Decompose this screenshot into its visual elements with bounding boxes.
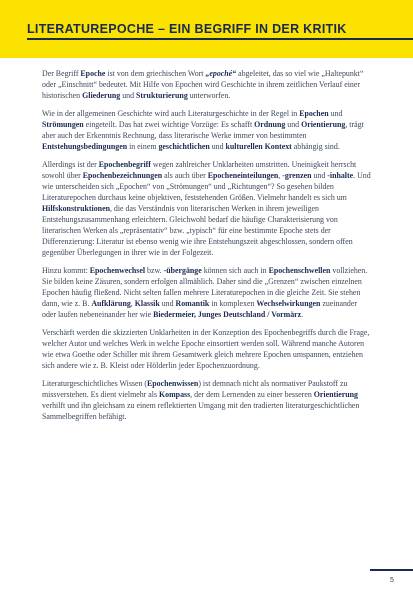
paragraph [42,327,372,371]
page-number: 5 [390,577,394,584]
text-run: eingeteilt. Das hat zwei wichtige Vorzüge: Es schafft [83,120,255,129]
emphasized-term: Epochenwissen [147,379,199,388]
text-run: Hinzu kommt: [42,266,90,275]
text-run: und [285,120,302,129]
text-run: Allerdings ist der [42,160,99,169]
text-run: unterworfen. [187,91,231,100]
text-run: als auch über [162,171,208,180]
text-run: abgeleitet, das so viel wie „Haltepunkt“ oder „Einschnitt“ bedeutet. Mit Hilfe von Epochen wird Geschichte in ihrem zeitlichen Verlauf einer historischen [42,69,364,100]
text-run: ) ist demnach nicht als normativer Paukstoff zu missverstehen. Es dient vielmehr als [42,379,348,399]
body-text [42,68,372,429]
text-run: . [301,310,304,319]
text-run: zueinander oder laufen nebeneinander her wie [42,299,358,319]
text-run: wegen zahlreicher Unklarheiten umstritten. Uneinigkeit herrscht sowohl über [42,160,357,180]
emphasized-term: Epochenbegriff [98,160,151,169]
emphasized-term: Epochen [299,109,329,118]
text-run: , der dem Lernenden zu einer besseren [190,390,314,399]
emphasized-term: Entstehungsbedingungen [42,142,128,151]
emphasized-term: Epocheneinteilungen [207,171,279,180]
text-run: , trägt aber auch der Erkenntnis Rechnung, dass literarische Werke immer von bestimmten [42,120,364,140]
emphasized-term: Strukturierung [136,91,188,100]
page-title: LITERATUREPOCHE – EIN BEGRIFF IN DER KRITIK [27,22,347,36]
text-run: ist von dem griechischen Wort [105,69,206,78]
text-run: , die das Verständnis von literarischen Werken in ihrem jeweiligen Entstehungszusammenhang erleichtern. Gleichwohl bedarf die häufige Charakterisierung von literarischen Werken als „repräsentativ“ bzw. „typisch“ für eine bestimmte Epoche stets der Differenzierung: Literatur ist ebenso wenig wie ihre Entstehungszeit abgeschlossen, sondern offen gegenüber Überlegungen in ihrer wie in der Folgezeit. [42,204,353,257]
header-rule [27,38,413,40]
text-run: in komplexen [209,299,257,308]
paragraph [42,265,372,320]
emphasized-term: Klassik [134,299,160,308]
text-run: Wie in der allgemeinen Geschichte wird auch Literaturgeschichte in der Regel in [42,109,300,118]
text-run: bzw. [145,266,164,275]
text-run: Der Begriff [42,69,81,78]
text-run: , [278,171,283,180]
emphasized-term: Biedermeier, Junges Deutschland / Vormärz [153,310,302,319]
text-run: , [130,299,135,308]
emphasized-term: kulturellen Kontext [225,142,292,151]
paragraph [42,159,372,258]
emphasized-term: Orientierung [301,120,346,129]
emphasized-term: Orientierung [313,390,359,399]
emphasized-term: Epochenschwellen [268,266,331,275]
text-run: und [120,91,137,100]
text-run: abhängig sind. [291,142,340,151]
text-run: Verschärft werden die skizzierten Unklarheiten in der Konzeption des Epochenbegriffs durch die Frage, welcher Autor und welches Werk in welche Epoche einsortiert werden soll. Während manche Autoren wie etwa Goethe oder Schiller mit ihrem Gesamtwerk gleich mehrere Epochen umspannen, entziehen sich andere wie z. B. Kleist oder Hölderlin jeder Epochenzuordnung. [42,328,370,370]
footer-rule [370,569,413,571]
emphasized-term: -inhalte [327,171,354,180]
text-run: und [209,142,226,151]
text-run: . Und wie unterscheiden sich „Epochen“ von „Strömungen“ und „Richtungen“? So gesehen bilden Literaturepochen durchaus keine objektiven, feststehenden Größen. Vielmehr handelt es sich um [42,171,371,202]
emphasized-term: -grenzen [282,171,312,180]
text-run: und [328,109,343,118]
text-run: Literaturgeschichtliches Wissen ( [42,379,148,388]
paragraph [42,378,372,422]
paragraph [42,68,372,101]
text-run: und [159,299,176,308]
emphasized-term: Epochenwechsel [89,266,146,275]
text-run: vollziehen. Sie bilden keine Zäsuren, sondern erfolgen allmählich. Daher sind die „Grenzen“ zwischen einzelnen Epochen häufig fließend. Nicht selten fallen mehrere Literaturepochen in die gleiche Zeit. Sie stehen dann, wie z. B. [42,266,368,308]
emphasized-term: geschichtlichen [158,142,210,151]
emphasized-term: Kompass [159,390,191,399]
text-run: verhilft und ihn gleichsam zu einem reflektierten Umgang mit den tradierten literaturgeschichtlichen Sammelbegriffen befähigt. [42,401,360,421]
emphasized-term: Hilfskonstruktionen [42,204,110,213]
emphasized-term: „epoché“ [205,69,237,78]
text-run: in einem [127,142,159,151]
header-bar [0,0,413,58]
emphasized-term: Ordnung [254,120,286,129]
emphasized-term: Epochenbezeichnungen [82,171,163,180]
text-run: und [311,171,328,180]
emphasized-term: Romantik [175,299,210,308]
emphasized-term: Strömungen [42,120,84,129]
text-run: können sich auch in [201,266,269,275]
paragraph [42,108,372,152]
emphasized-term: Epoche [80,69,106,78]
emphasized-term: Gliederung [82,91,121,100]
emphasized-term: Wechselwirkungen [256,299,321,308]
emphasized-term: Aufklärung [91,299,131,308]
emphasized-term: -übergänge [163,266,202,275]
